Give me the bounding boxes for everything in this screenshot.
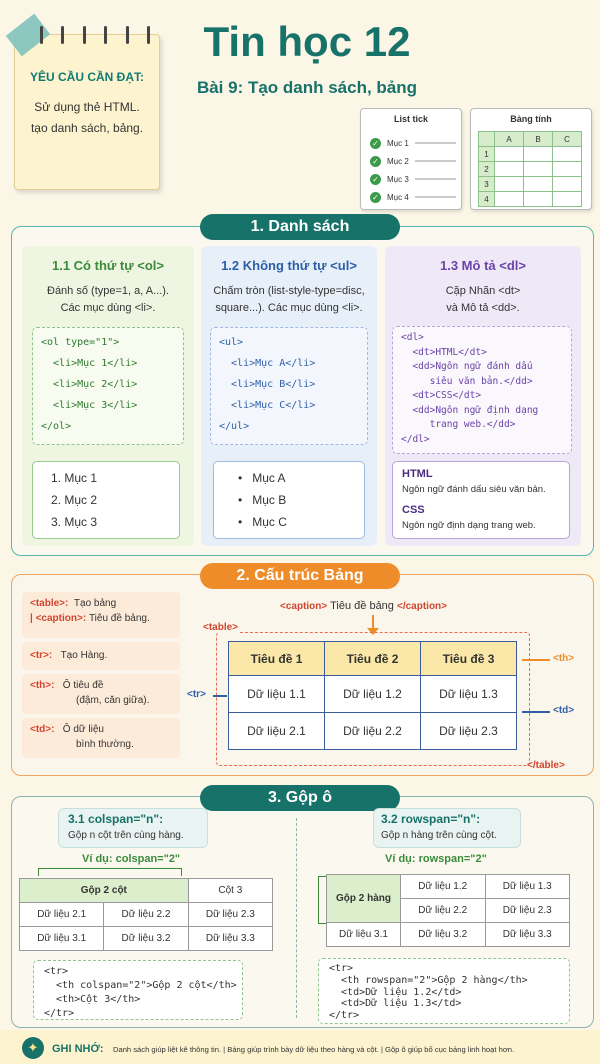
data-cell: Dữ liệu 1.2 (325, 676, 421, 713)
lightbulb-icon: ✦ (22, 1037, 44, 1059)
ul-heading: 1.2 Không thứ tự <ul> (221, 258, 357, 273)
dl-def: Ngôn ngữ đánh dấu siêu văn bản. (402, 484, 546, 495)
requirement-title: YÊU CẦU CẦN ĐẠT: (30, 70, 144, 84)
data-cell: Dữ liệu 3.3 (485, 923, 570, 947)
spreadsheet-card (470, 108, 592, 210)
data-cell: Dữ liệu 1.3 (421, 676, 517, 713)
tag-definition (22, 642, 180, 670)
tag-desc: Ô dữ liệu (62, 724, 104, 735)
section-title: 3. Gộp ô (200, 785, 400, 811)
col-header: C (553, 132, 582, 147)
tag-desc: Tiêu đề bảng. (88, 613, 150, 624)
colspan-heading: 3.1 colspan="n": (68, 812, 164, 826)
bracket-icon (38, 868, 182, 876)
arrow-right-icon (213, 695, 227, 697)
tick-label: Mục 4 (387, 192, 409, 202)
ul-code: <ul> <li>Mục A</li> <li>Mục B</li> <li>Mục C</li> </ul> (210, 327, 368, 445)
desc-line: Cặp Nhãn <dt> (445, 285, 521, 297)
list-item: 3. Mục 3 (51, 515, 98, 529)
spreadsheet-grid (478, 131, 582, 207)
data-cell: Dữ liệu 3.3 (188, 927, 272, 951)
desc-line: Chấm tròn (list-style-type=disc, (213, 285, 365, 297)
tag-desc: Ô tiêu đề (62, 680, 104, 691)
section-title: 2. Cấu trúc Bảng (200, 563, 400, 589)
tag-desc: (đậm, căn giữa). (76, 695, 150, 706)
merged-cell: Gộp 2 cột (20, 879, 189, 903)
page-subtitle: Bài 9: Tạo danh sách, bảng (196, 78, 418, 97)
ul-preview (213, 461, 365, 539)
caption-annotation: <caption> Tiêu đề bảng </caption> (280, 600, 447, 612)
row-header: 3 (479, 177, 495, 192)
rowspan-example: Ví dụ: rowspan="2" (385, 853, 487, 865)
data-cell: Dữ liệu 3.1 (327, 923, 401, 947)
dl-def: Ngôn ngữ định dạng trang web. (402, 520, 536, 531)
rowspan-table (326, 874, 570, 947)
colspan-code: <tr> <th colspan="2">Gộp 2 cột</th> <th>Cột 3</th> </tr> (33, 960, 243, 1020)
list-tick-title: List tick (393, 114, 428, 124)
arrow-left-icon (522, 659, 550, 661)
ol-code: <ol type="1"> <li>Mục 1</li> <li>Mục 2</li> <li>Mục 3</li> </ol> (32, 327, 184, 445)
section-title: 1. Danh sách (200, 214, 400, 240)
arrow-left-icon (522, 711, 550, 713)
tag-name: <tr>: (30, 650, 53, 661)
bracket-icon (318, 876, 326, 924)
header-cell: Tiêu đề 1 (229, 642, 325, 676)
ol-heading: 1.1 Có thứ tự <ol> (51, 258, 164, 273)
divider (296, 818, 297, 1018)
data-cell: Dữ liệu 2.1 (229, 713, 325, 750)
rowspan-code: <tr> <th rowspan="2">Gộp 2 hàng</th> <td>Dữ liệu 1.2</td> <td>Dữ liệu 1.3</td> </tr> (318, 958, 570, 1024)
th-label: <th> (553, 653, 575, 664)
data-cell: Dữ liệu 2.2 (325, 713, 421, 750)
tick-label: Mục 2 (387, 156, 409, 166)
tag-desc: Tạo bảng (73, 598, 117, 609)
desc-line: Đánh số (type=1, a, A...). (47, 285, 169, 297)
data-cell: Dữ liệu 2.3 (188, 903, 272, 927)
tag-definition (22, 592, 180, 638)
data-cell: Dữ liệu 2.3 (485, 899, 570, 923)
list-item: 2. Mục 2 (51, 493, 98, 507)
colspan-table (19, 878, 273, 951)
desc-line: Các mục dùng <li>. (60, 302, 156, 314)
list-item: • Mục A (238, 471, 286, 485)
data-cell: Dữ liệu 1.1 (229, 676, 325, 713)
tag-desc: bình thường. (76, 739, 134, 750)
list-tick-card (360, 108, 462, 210)
desc-line: square...). Các mục dùng <li>. (215, 302, 363, 314)
ol-desc (22, 283, 194, 317)
list-item: • Mục B (238, 493, 287, 507)
col-header: A (495, 132, 524, 147)
data-cell: Dữ liệu 3.2 (104, 927, 188, 951)
tag-name: | <caption>: (30, 613, 87, 624)
rowspan-desc: Gộp n hàng trên cùng cột. (381, 830, 497, 841)
tag-name: <table>: (30, 598, 69, 609)
header-cell: Cột 3 (188, 879, 272, 903)
table-open-label: <table> (203, 622, 239, 633)
data-cell: Dữ liệu 2.1 (20, 903, 104, 927)
dl-heading: 1.3 Mô tả <dl> (440, 258, 526, 273)
data-cell: Dữ liệu 2.2 (104, 903, 188, 927)
page-title: Tin học 12 (203, 18, 411, 65)
td-label: <td> (553, 705, 575, 716)
merged-cell: Gộp 2 hàng (327, 875, 401, 923)
header-cell: Tiêu đề 2 (325, 642, 421, 676)
data-cell: Dữ liệu 3.1 (20, 927, 104, 951)
header-cell: Tiêu đề 3 (421, 642, 517, 676)
tag-desc: Tạo Hàng. (60, 650, 108, 661)
dl-term: HTML (402, 468, 433, 480)
check-icon: ✓ (370, 174, 381, 185)
row-header: 2 (479, 162, 495, 177)
list-item (370, 154, 456, 168)
dl-preview (392, 461, 570, 539)
check-icon: ✓ (370, 138, 381, 149)
list-item: • Mục C (238, 515, 287, 529)
check-icon: ✓ (370, 192, 381, 203)
tag-name: <th>: (30, 680, 55, 691)
data-cell: Dữ liệu 2.3 (421, 713, 517, 750)
requirement-body (14, 97, 160, 139)
dl-code: <dl> <dt>HTML</dt> <dd>Ngôn ngữ đánh dấu siêu văn bản.</dd> <dt>CSS</dt> <dd>Ngôn ngữ định dạng trang web.</dd> </dl> (392, 326, 572, 454)
footer-text: Danh sách giúp liệt kê thông tin. | Bảng giúp trình bày dữ liệu theo hàng và cột. | Gộp ô giúp bố cục bảng linh hoạt hơn. (113, 1045, 515, 1054)
demo-table (228, 641, 517, 750)
row-header: 4 (479, 192, 495, 207)
list-item: 1. Mục 1 (51, 471, 98, 485)
desc-line: và Mô tả <dd>. (446, 302, 520, 314)
colspan-desc: Gộp n cột trên cùng hàng. (68, 830, 184, 841)
tag-definition (22, 674, 180, 714)
data-cell: Dữ liệu 2.2 (401, 899, 486, 923)
requirement-line: tạo danh sách, bảng. (30, 121, 144, 135)
colspan-example: Ví dụ: colspan="2" (82, 853, 181, 865)
list-item (370, 172, 456, 186)
tr-label: <tr> (187, 689, 206, 700)
footer-label: GHI NHỚ: (52, 1043, 104, 1055)
list-item (370, 190, 456, 204)
dl-desc (385, 283, 581, 317)
tag-name: <td>: (30, 724, 55, 735)
requirement-line: Sử dụng thẻ HTML. (34, 100, 140, 114)
data-cell: Dữ liệu 1.3 (485, 875, 570, 899)
tick-label: Mục 3 (387, 174, 409, 184)
ol-preview (32, 461, 180, 539)
rowspan-heading: 3.2 rowspan="n": (381, 812, 481, 826)
spiral-rings-icon (40, 26, 150, 46)
spreadsheet-title: Bảng tính (510, 114, 552, 124)
ul-desc (201, 283, 377, 317)
check-icon: ✓ (370, 156, 381, 167)
col-header: B (524, 132, 553, 147)
data-cell: Dữ liệu 3.2 (401, 923, 486, 947)
list-item (370, 136, 456, 150)
table-close-label: </table> (527, 760, 565, 771)
data-cell: Dữ liệu 1.2 (401, 875, 486, 899)
dl-term: CSS (402, 504, 425, 516)
tag-definition (22, 718, 180, 758)
row-header: 1 (479, 147, 495, 162)
tick-label: Mục 1 (387, 138, 409, 148)
